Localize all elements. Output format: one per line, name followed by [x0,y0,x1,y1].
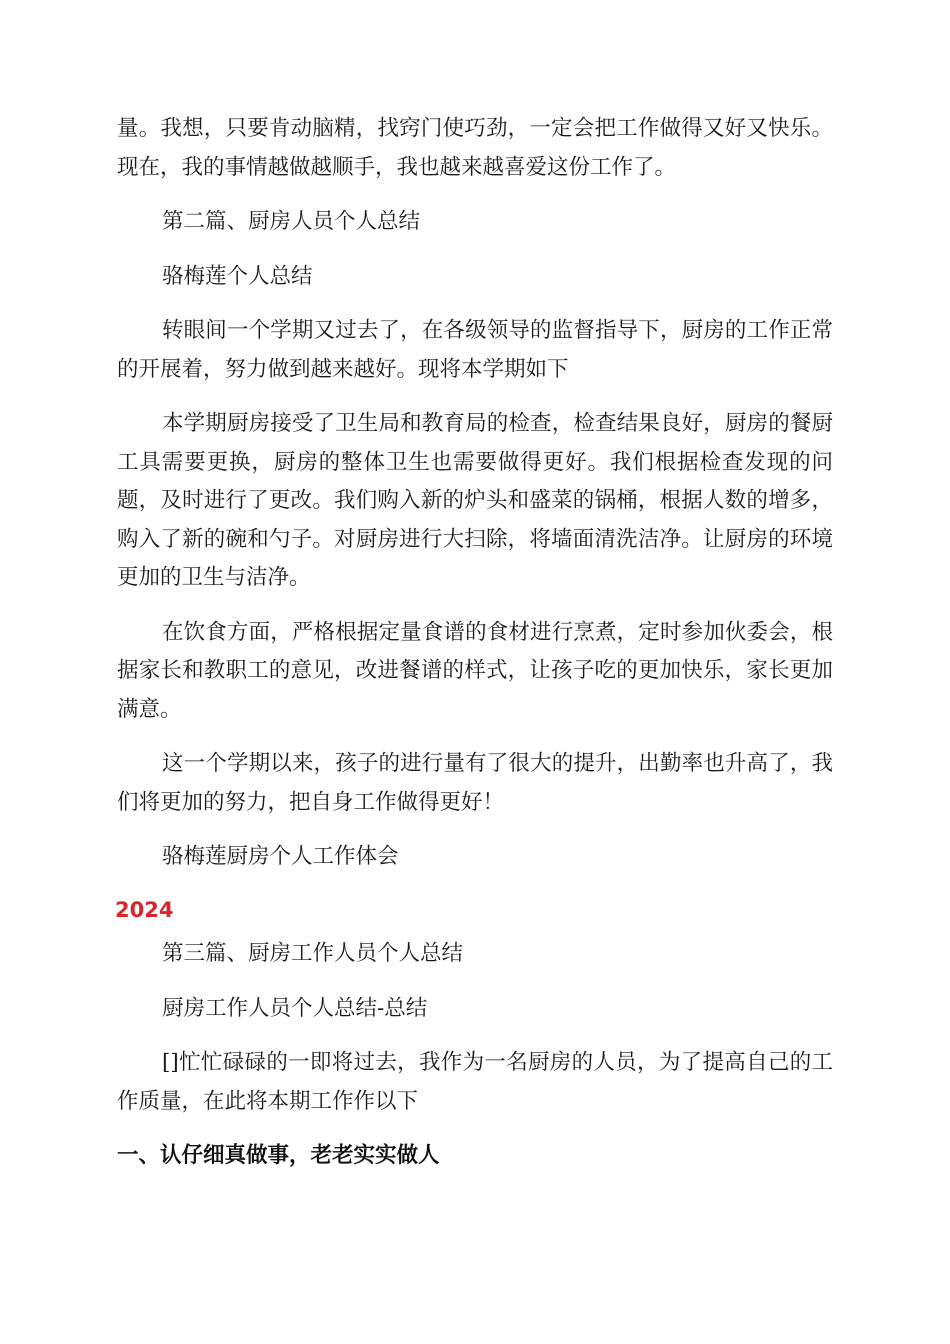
paragraph-intro: 转眼间一个学期又过去了，在各级领导的监督指导下，厨房的工作正常的开展着，努力做到越来越好。现将本学期如下 [117,318,833,382]
paragraph-continuation: 量。我想，只要肯动脑精，找窍门使巧劲，一定会把工作做得又好又快乐。现在，我的事情越做越顺手，我也越来越喜爱这份工作了。 [117,116,833,180]
section-heading-one: 一、认仔细真做事，老老实实做人 [117,1143,440,1168]
paragraph-conclusion: 这一个学期以来，孩子的进行量有了很大的提升，出勤率也升高了，我们将更加的努力，把自身工作做得更好！ [117,751,833,815]
paragraph-staff-intro: []忙忙碌碌的一即将过去，我作为一名厨房的人员，为了提高自己的工作质量，在此将本期工作作以下 [117,1050,833,1114]
document-page [117,110,833,1176]
subtitle-staff-summary: 厨房工作人员个人总结-总结 [162,995,428,1021]
section-title-chapter-two: 第二篇、厨房人员个人总结 [162,209,421,234]
subtitle-summary: 骆梅莲个人总结 [162,263,313,289]
paragraph-experience-title: 骆梅莲厨房个人工作体会 [162,844,399,869]
year-label: 2024 [115,897,174,922]
paragraph-diet: 在饮食方面，严格根据定量食谱的食材进行烹煮，定时参加伙委会，根据家长和教职工的意见，改进餐谱的样式，让孩子吃的更加快乐，家长更加满意。 [117,619,833,722]
paragraph-inspection: 本学期厨房接受了卫生局和教育局的检查，检查结果良好，厨房的餐厨工具需要更换，厨房的整体卫生也需要做得更好。我们根据检查发现的问题，及时进行了更改。我们购入新的炉头和盛菜的锅桶，根据人数的增多，购入了新的碗和勺子。对厨房进行大扫除，将墙面清洗洁净。让厨房的环境更加的卫生与洁净。 [117,411,833,590]
section-title-chapter-three: 第三篇、厨房工作人员个人总结 [162,941,464,966]
